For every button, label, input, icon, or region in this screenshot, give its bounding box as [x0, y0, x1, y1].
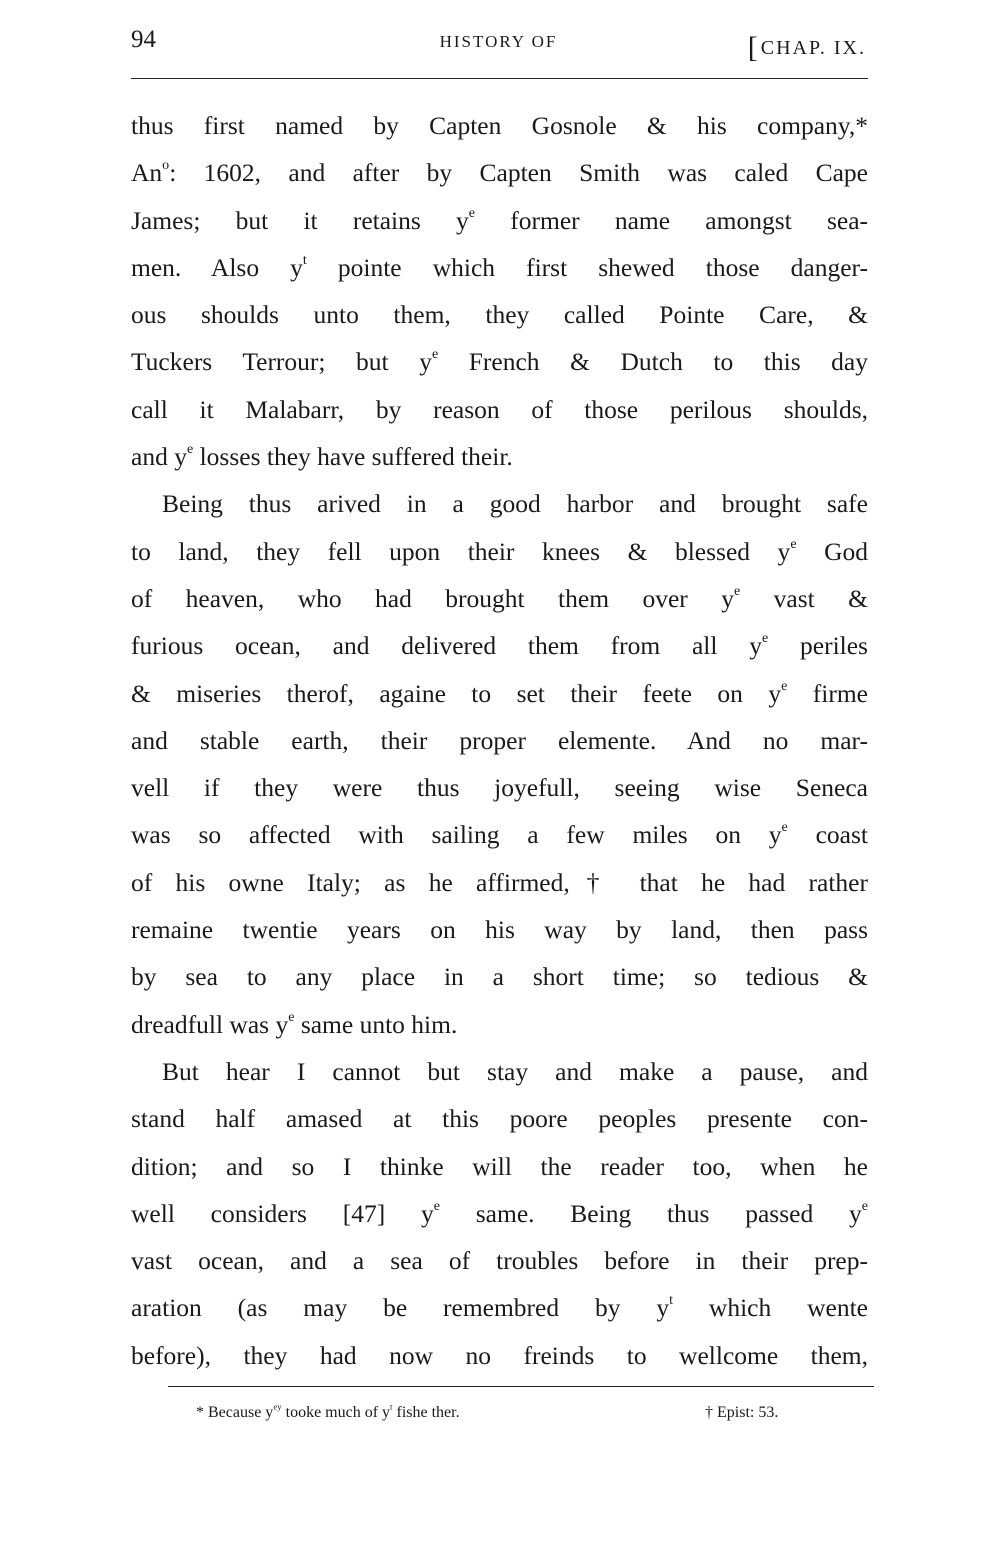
text-line: men. Also $y^t$ pointe which first shewed those danger-	[131, 252, 868, 282]
text-line: was so affected with sailing a few miles on $y^e$ coast	[131, 820, 868, 850]
footnote-rule	[168, 1386, 874, 1387]
footnote-asterisk: * Because $y^{ey}$ tooke much of $y^t$ fishe ther.	[196, 1401, 460, 1421]
text-line: An$^o$: 1602, and after by Capten Smith was caled Cape	[131, 158, 868, 188]
text-line: dition; and so I thinke will the reader too, when he	[131, 1151, 868, 1181]
text-line: by sea to any place in a short time; so tedious &	[131, 962, 868, 992]
text-line: ous shoulds unto them, they called Pointe Care, &	[131, 300, 868, 330]
text-line: call it Malabarr, by reason of those perilous shoulds,	[131, 394, 868, 424]
footnotes	[196, 1401, 836, 1422]
text-line: furious ocean, and delivered them from all $y^e$ periles	[131, 631, 868, 661]
text-line: aration (as may be remembred by $y^t$ which wente	[131, 1293, 868, 1323]
text-line: remaine twentie years on his way by land, then pass	[131, 915, 868, 945]
text-line: of heaven, who had brought them over $y^e$ vast &	[131, 583, 868, 613]
text-line: before), they had now no freinds to wellcome them,	[131, 1340, 868, 1370]
text-line: and $y^e$ losses they have suffered their.	[131, 442, 513, 472]
body-text	[131, 102, 868, 1379]
text-line: thus first named by Capten Gosnole & his company,*	[131, 111, 868, 140]
text-line: stand half amased at this poore peoples presente con-	[131, 1104, 868, 1134]
text-line: But hear I cannot but stay and make a pause, and	[162, 1056, 868, 1086]
chapter-bracket: [	[747, 31, 760, 64]
text-line: Tuckers Terrour; but $y^e$ French & Dutch to this day	[131, 347, 868, 377]
running-title: HISTORY OF	[439, 32, 558, 51]
text-line: Being thus arived in a good harbor and brought safe	[162, 489, 868, 519]
text-line: well considers [47] $y^e$ same. Being thus passed $y^e$	[131, 1198, 868, 1228]
page-header	[131, 26, 866, 66]
text-line: & miseries therof, againe to set their feete on $y^e$ firme	[131, 678, 868, 708]
text-line: vast ocean, and a sea of troubles before in their prep-	[131, 1246, 868, 1276]
page-number: 94	[131, 26, 156, 53]
text-line: and stable earth, their proper elemente. And no mar-	[131, 725, 868, 755]
footnote-dagger: † Epist: 53.	[705, 1404, 779, 1421]
text-line: vell if they were thus joyefull, seeing wise Seneca	[131, 773, 868, 803]
header-rule	[131, 78, 868, 79]
text-line: James; but it retains $y^e$ former name amongst sea-	[131, 205, 868, 235]
text-line: of his owne Italy; as he affirmed,† that he had rather	[131, 867, 868, 897]
chapter-label	[748, 28, 866, 62]
text-line: to land, they fell upon their knees & blessed $y^e$ God	[131, 536, 868, 566]
text-line: dreadfull was $y^e$ same unto him.	[131, 1009, 458, 1039]
chapter-label-text: CHAP. IX.	[760, 37, 866, 59]
